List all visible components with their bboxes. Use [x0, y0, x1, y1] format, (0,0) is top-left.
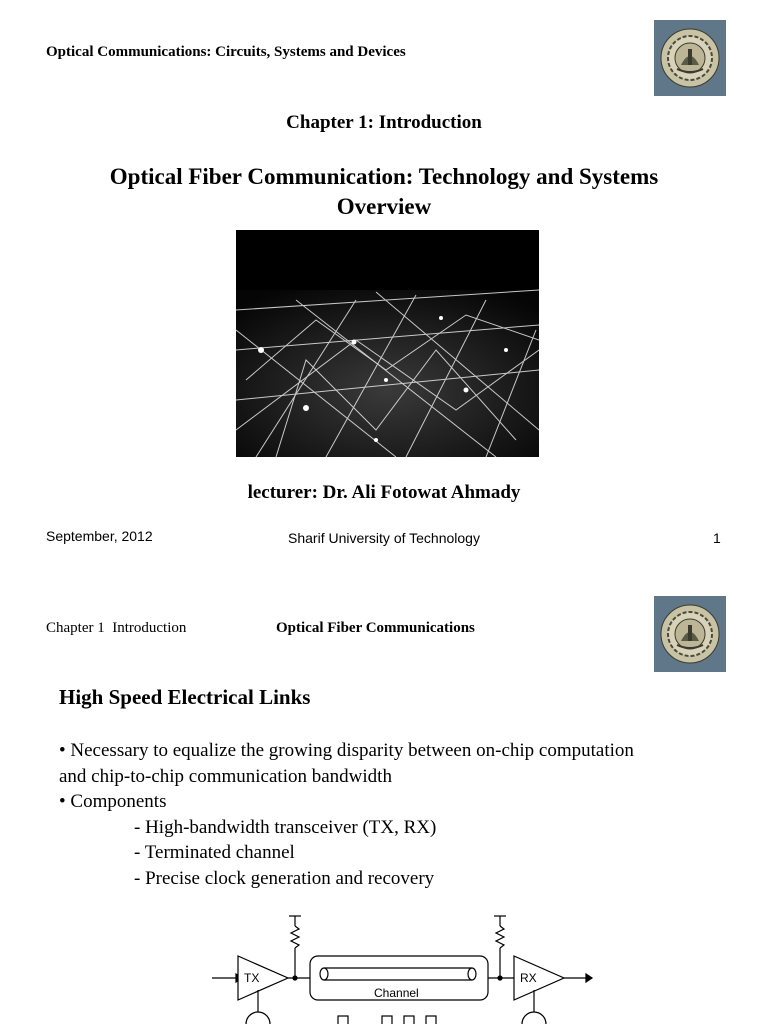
tx-label: TX	[244, 971, 260, 985]
slide-title-line-2: Overview	[336, 194, 432, 219]
bullet-line-1: • Necessary to equalize the growing disparity between on-chip computation	[59, 740, 634, 761]
link-diagram	[200, 910, 600, 1024]
sub-item-3: - Precise clock generation and recovery	[134, 868, 435, 889]
footer-date: September, 2012	[46, 528, 153, 544]
bullet-line-2: and chip-to-chip communication bandwidth	[59, 766, 392, 787]
university-logo	[654, 20, 726, 96]
chapter-title: Chapter 1: Introduction	[286, 112, 482, 133]
footer-institution: Sharif University of Technology	[288, 530, 480, 546]
footer-page-number: 1	[713, 530, 721, 546]
header-chapter: Chapter 1 Introduction	[46, 620, 187, 636]
bullet-line-3: • Components	[59, 791, 167, 812]
header-course: Optical Fiber Communications	[276, 620, 475, 636]
rx-label: RX	[520, 971, 537, 985]
channel-label: Channel	[374, 986, 419, 1000]
fiber-network-image	[236, 230, 539, 457]
slide-title-line-1: Optical Fiber Communication: Technology and Systems	[109, 164, 659, 189]
lecturer: lecturer: Dr. Ali Fotowat Ahmady	[247, 482, 521, 503]
university-logo-2	[654, 596, 726, 672]
course-title: Optical Communications: Circuits, Systems and Devices	[46, 44, 406, 60]
slide-heading: High Speed Electrical Links	[59, 685, 311, 709]
university-seal-icon	[659, 27, 721, 89]
slide-2	[0, 580, 768, 1024]
sub-item-1: - High-bandwidth transceiver (TX, RX)	[134, 817, 437, 838]
sub-item-2: - Terminated channel	[134, 842, 295, 863]
university-seal-icon	[659, 603, 721, 665]
